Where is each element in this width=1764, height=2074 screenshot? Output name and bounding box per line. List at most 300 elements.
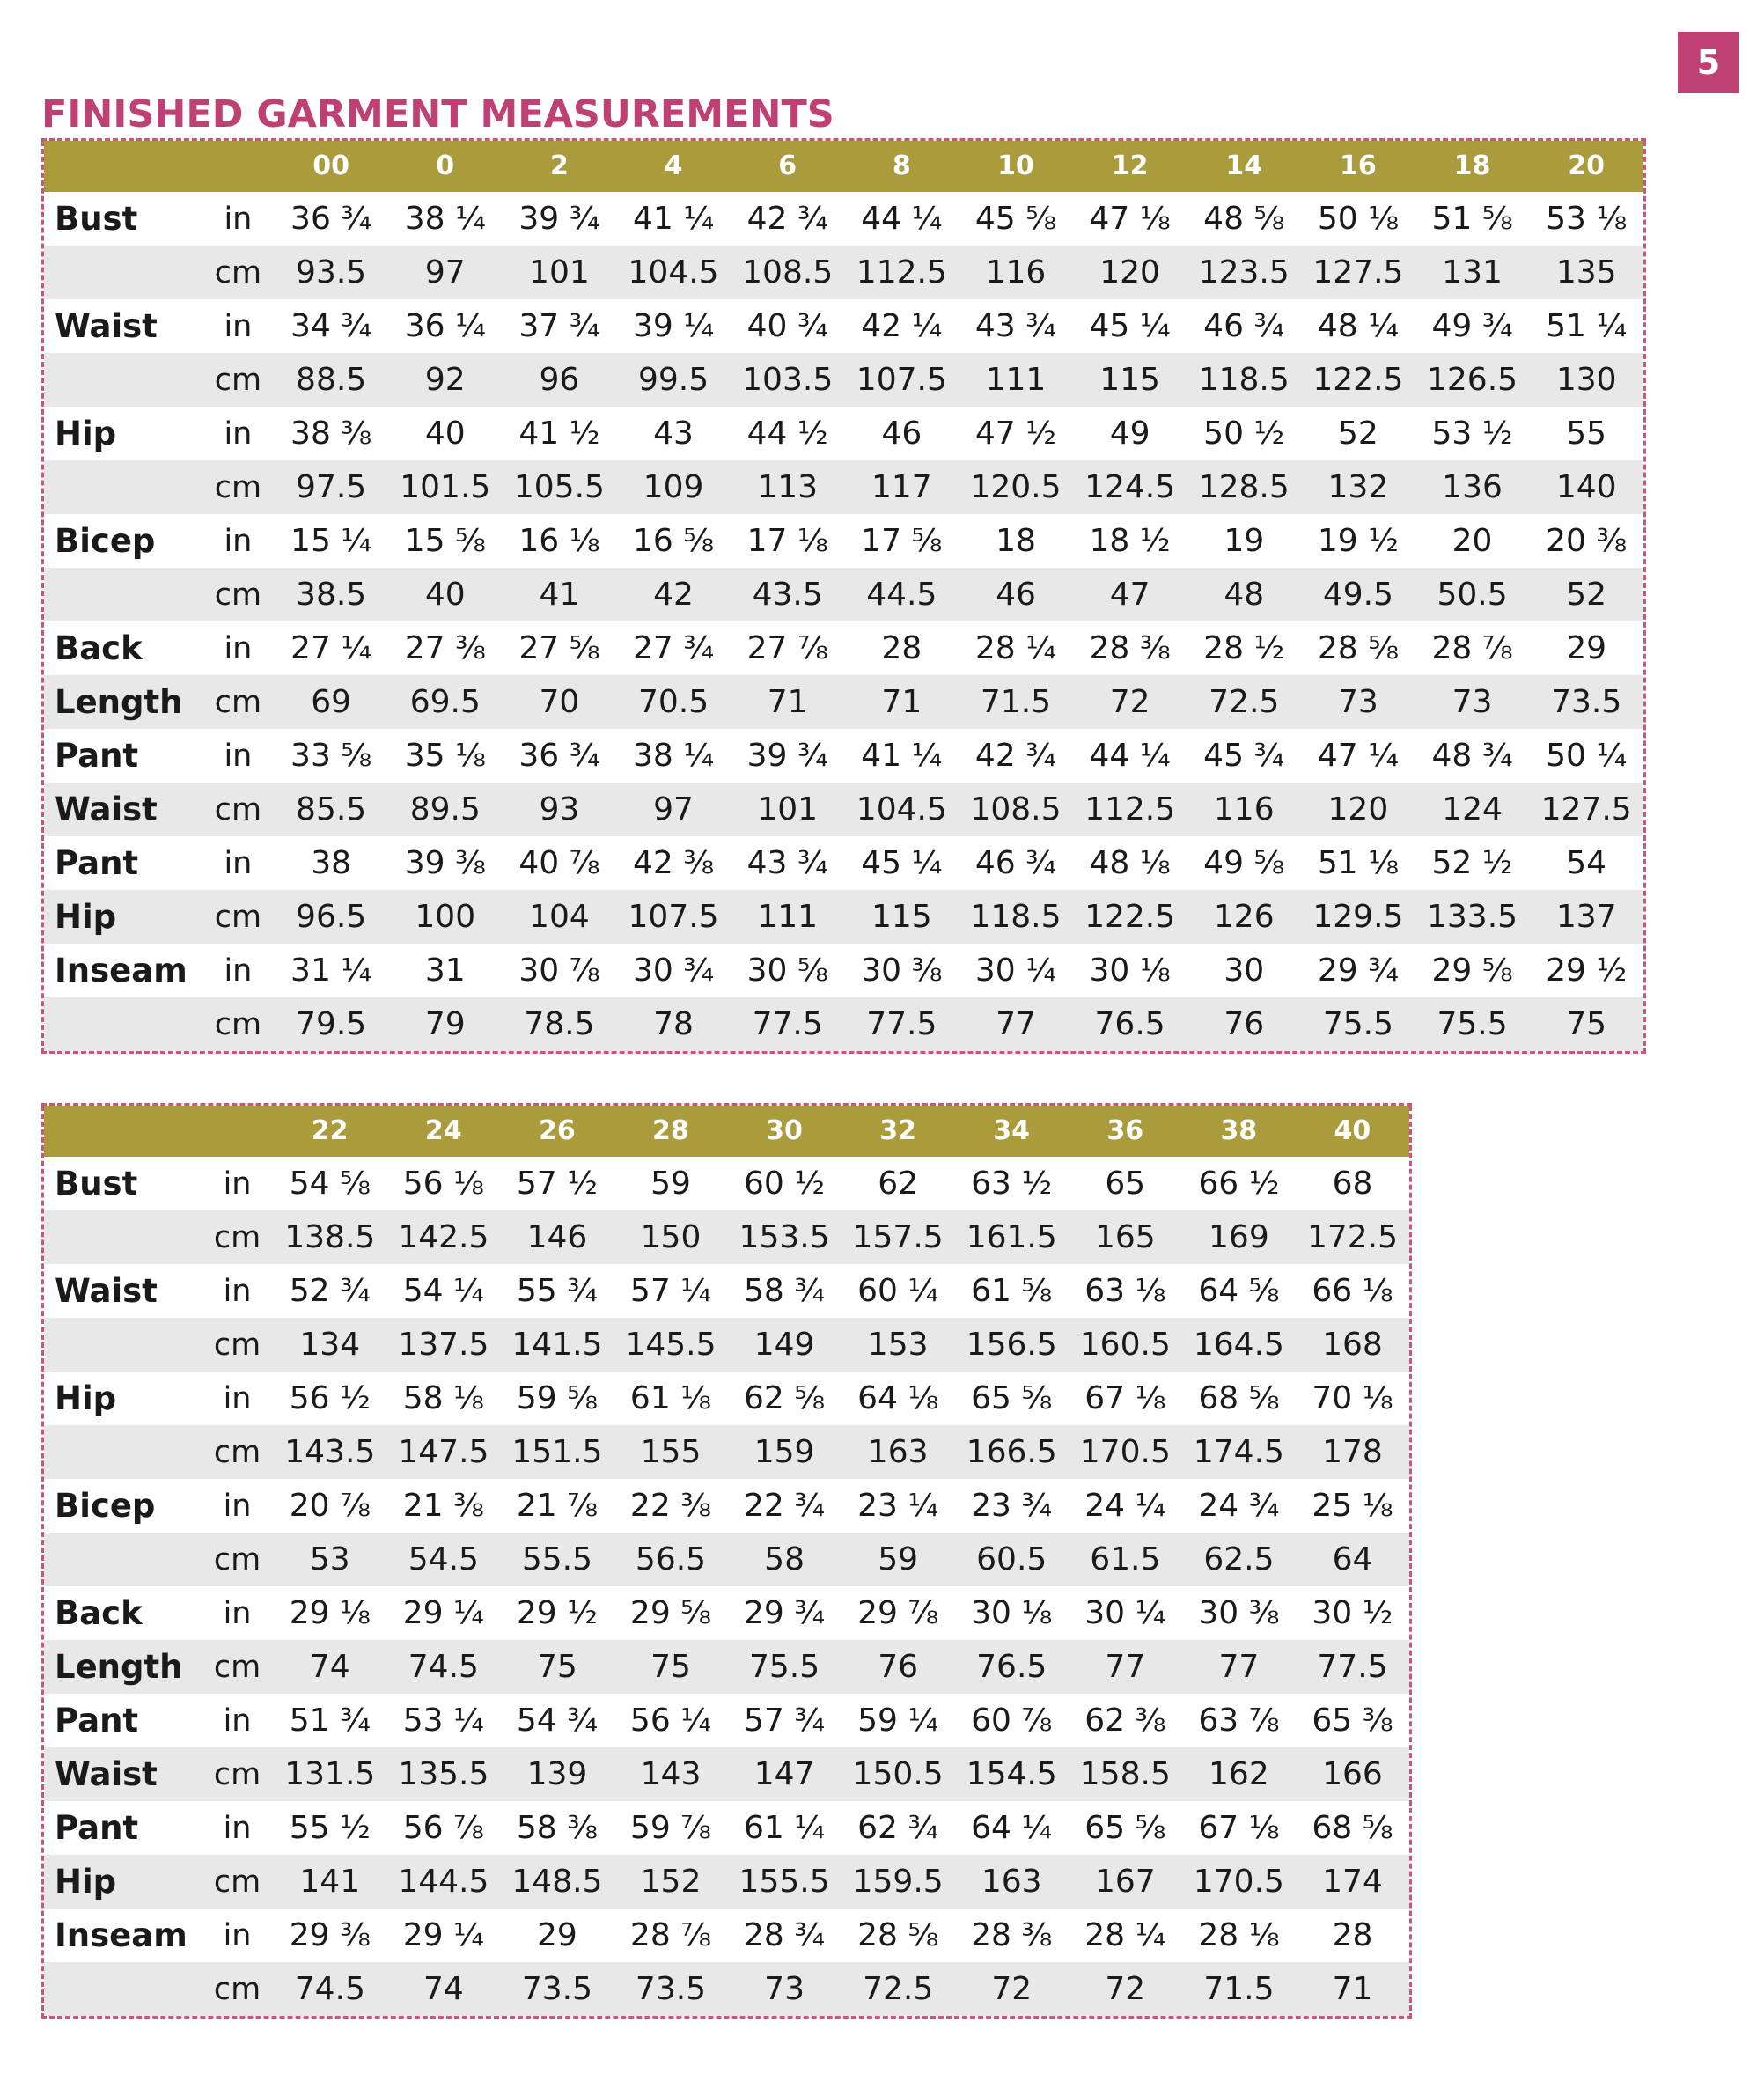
measurement-value: 65 ⅝ [1084,1810,1166,1846]
table-row [44,1372,1409,1425]
measurement-value: 40 ⅞ [518,845,600,881]
measurement-value: 120 [1099,254,1160,291]
measurement-label: Bicep [55,522,156,560]
table-row [44,1264,1409,1318]
measurement-value: 56 ⅛ [402,1166,484,1202]
measurement-value: 134 [299,1327,361,1363]
measurement-value: 85.5 [296,791,367,827]
measurement-value: 159.5 [852,1864,944,1900]
measurement-value: 71 [881,684,922,720]
measurement-value: 117 [871,469,932,505]
table-row [44,460,1643,514]
measurement-label: Hip [55,1379,117,1417]
measurement-value: 43 ¾ [974,308,1057,344]
measurement-value: 43 ¾ [746,845,828,881]
measurement-value: 93 [539,791,580,827]
measurement-value: 70.5 [637,684,709,720]
measurement-value: 139 [526,1756,588,1792]
measurement-value: 28 ⅞ [1431,630,1513,666]
measurement-value: 45 ¾ [1203,738,1285,774]
measurement-group [44,407,1643,514]
measurement-value: 73.5 [1551,684,1622,720]
size-header-cell: 6 [778,151,797,181]
measurement-value: 73 [1337,684,1378,720]
measurement-value: 58 ¾ [744,1273,826,1309]
measurement-value: 44 ¼ [861,201,943,237]
measurement-value: 38 ¼ [404,201,486,237]
size-header-cell: 18 [1453,151,1491,181]
table-row [44,1425,1409,1479]
measurement-value: 93.5 [296,254,367,291]
unit-label: cm [214,899,262,935]
measurement-value: 137.5 [398,1327,489,1363]
measurement-value: 178 [1322,1434,1383,1470]
measurement-value: 44 ¼ [1089,738,1171,774]
measurement-value: 52 [1566,577,1607,613]
measurement-value: 77 [1105,1649,1146,1685]
measurement-value: 48 ¾ [1431,738,1513,774]
measurement-value: 62 [878,1166,919,1202]
page-number-badge: 5 [1678,32,1739,93]
measurement-value: 52 ¾ [289,1273,371,1309]
measurement-value: 124.5 [1084,469,1176,505]
measurement-value: 30 ½ [1312,1595,1393,1631]
measurement-value: 63 ½ [971,1166,1053,1202]
measurement-value: 51 ¾ [289,1703,371,1739]
measurement-value: 75.5 [1322,1006,1393,1042]
measurement-value: 27 ⅝ [518,630,600,666]
measurement-value: 62 ¾ [857,1810,939,1846]
measurement-value: 96 [539,362,580,398]
measurement-value: 49 ¾ [1431,308,1513,344]
measurement-value: 75.5 [1437,1006,1508,1042]
measurement-value: 67 ⅛ [1198,1810,1280,1846]
measurement-value: 30 ¾ [632,952,715,989]
measurement-value: 127.5 [1312,254,1404,291]
measurement-group [44,1157,1409,1264]
measurement-value: 38 [311,845,352,881]
measurement-value: 60.5 [976,1541,1047,1578]
unit-label: in [224,416,253,452]
measurement-value: 166.5 [966,1434,1057,1470]
measurement-value: 56 ½ [289,1380,371,1416]
measurement-group [44,299,1643,407]
measurement-value: 136 [1442,469,1503,505]
measurement-value: 71 [1332,1971,1373,2007]
measurement-value: 153 [867,1327,929,1363]
measurement-value: 101 [529,254,590,291]
measurement-value: 41 ½ [518,416,600,452]
measurement-value: 29 [1566,630,1607,666]
measurement-label: Waist [55,1755,158,1793]
measurement-value: 48 [1224,577,1265,613]
measurement-group [44,1909,1409,2016]
size-header-cell: 30 [766,1115,803,1146]
measurement-value: 24 ¼ [1084,1488,1166,1524]
measurement-value: 116 [1213,791,1275,827]
measurement-value: 29 ¼ [402,1917,484,1953]
measurement-value: 21 ⅜ [402,1488,484,1524]
measurement-value: 43.5 [752,577,823,613]
measurement-value: 172.5 [1306,1219,1398,1255]
unit-label: in [224,952,253,989]
measurement-value: 28 ⅞ [629,1917,712,1953]
measurement-value: 30 ⅝ [746,952,828,989]
measurement-value: 158.5 [1079,1756,1171,1792]
measurement-value: 63 ⅞ [1198,1703,1280,1739]
measurement-value: 169 [1209,1219,1269,1255]
size-header-cell: 10 [997,151,1034,181]
measurement-value: 70 [539,684,580,720]
measurement-value: 141.5 [511,1327,603,1363]
unit-label: cm [214,791,262,827]
measurement-label: Bicep [55,1487,156,1525]
measurement-value: 29 ⅞ [857,1595,939,1631]
size-header-cell: 12 [1111,151,1149,181]
measurement-value: 64 ⅛ [857,1380,939,1416]
measurement-value: 47 ⅛ [1089,201,1171,237]
measurement-value: 55 ¾ [516,1273,598,1309]
measurement-value: 33 ⅝ [290,738,372,774]
measurement-value: 123.5 [1198,254,1290,291]
measurement-value: 73.5 [521,1971,592,2007]
measurement-value: 35 ⅛ [404,738,486,774]
measurement-value: 155 [640,1434,702,1470]
unit-label: cm [213,1327,261,1363]
measurement-value: 143.5 [284,1434,376,1470]
measurement-value: 73 [764,1971,805,2007]
measurement-value: 74 [309,1649,350,1685]
size-header-row [44,1106,1409,1157]
measurement-value: 165 [1094,1219,1156,1255]
measurement-value: 54 ¾ [516,1703,598,1739]
measurement-value: 51 ⅛ [1317,845,1399,881]
measurement-value: 28 ⅝ [857,1917,939,1953]
measurement-value: 101 [757,791,819,827]
measurement-value: 31 [424,952,466,989]
measurement-value: 124 [1442,791,1503,827]
measurement-value: 156.5 [966,1327,1057,1363]
size-header-cell: 00 [312,151,349,181]
unit-label: cm [213,1541,261,1578]
measurement-group [44,621,1643,729]
measurement-value: 75 [537,1649,577,1685]
measurement-value: 29 ¾ [744,1595,826,1631]
size-header-row [44,141,1643,192]
table-row [44,1855,1409,1909]
measurement-value: 19 ½ [1317,523,1399,559]
measurement-value: 25 ⅛ [1312,1488,1393,1524]
measurement-value: 62.5 [1203,1541,1275,1578]
unit-label: cm [213,1864,261,1900]
measurement-label: Pant [55,1702,139,1739]
measurement-value: 27 ¾ [632,630,715,666]
size-header-cell: 38 [1220,1115,1258,1146]
table-row [44,1210,1409,1264]
measurement-value: 42 [653,577,694,613]
measurement-value: 163 [981,1864,1042,1900]
measurement-value: 46 ¾ [974,845,1057,881]
measurement-value: 42 ¼ [861,308,943,344]
measurement-value: 42 ¾ [974,738,1057,774]
measurement-value: 159 [753,1434,815,1470]
measurement-label: Length [55,1648,183,1686]
measurement-value: 45 ¼ [1089,308,1171,344]
size-header-cell: 28 [652,1115,689,1146]
measurement-value: 96.5 [296,899,367,935]
measurement-value: 43 [653,416,694,452]
measurement-value: 153.5 [739,1219,830,1255]
table-row [44,621,1643,675]
measurement-value: 27 ¼ [290,630,372,666]
measurement-value: 48 ¼ [1317,308,1399,344]
measurement-value: 28 ⅛ [1198,1917,1280,1953]
measurement-value: 61 ⅝ [971,1273,1053,1309]
measurement-value: 51 ¼ [1546,308,1628,344]
measurement-label: Inseam [55,952,187,989]
measurement-value: 135 [1555,254,1617,291]
measurement-value: 107.5 [856,362,947,398]
unit-label: in [223,1917,252,1953]
measurement-value: 31 ¼ [290,952,372,989]
measurement-value: 48 ⅝ [1203,201,1285,237]
measurement-value: 130 [1555,362,1617,398]
measurement-value: 68 ⅝ [1198,1380,1280,1416]
measurement-value: 76.5 [1094,1006,1165,1042]
measurement-value: 54.5 [408,1541,479,1578]
measurement-value: 66 ½ [1198,1166,1280,1202]
measurement-value: 73 [1452,684,1493,720]
unit-label: cm [213,1649,261,1685]
measurement-value: 141 [299,1864,361,1900]
unit-label: in [223,1273,252,1309]
measurement-value: 59 ⅞ [629,1810,712,1846]
unit-label: in [224,308,253,344]
measurement-value: 40 [424,577,466,613]
measurement-value: 51 ⅝ [1431,201,1513,237]
size-header-cell: 2 [549,151,569,181]
measurement-value: 54 [1566,845,1607,881]
measurement-value: 167 [1094,1864,1156,1900]
measurement-value: 115 [1099,362,1160,398]
measurement-value: 126.5 [1427,362,1518,398]
unit-label: in [223,1380,252,1416]
measurement-value: 132 [1327,469,1389,505]
measurement-value: 28 ⅝ [1317,630,1399,666]
table-row [44,1801,1409,1855]
measurement-value: 70 ⅛ [1312,1380,1393,1416]
measurement-value: 29 ⅝ [629,1595,712,1631]
measurement-value: 53 [309,1541,350,1578]
measurement-value: 62 ⅝ [744,1380,826,1416]
measurement-value: 147.5 [398,1434,489,1470]
table-row [44,890,1643,944]
measurement-value: 52 ½ [1431,845,1513,881]
measurement-value: 28 ¼ [1084,1917,1166,1953]
measurement-value: 160.5 [1079,1327,1171,1363]
measurement-value: 143 [640,1756,702,1792]
measurement-value: 39 ¼ [632,308,715,344]
measurement-value: 54 ¼ [402,1273,484,1309]
measurement-value: 72 [1105,1971,1146,2007]
measurement-value: 174 [1322,1864,1383,1900]
measurement-group [44,192,1643,299]
measurement-value: 99.5 [637,362,709,398]
measurement-value: 137 [1555,899,1617,935]
measurement-value: 140 [1555,469,1617,505]
measurements-table-small-sizes [41,141,1646,1054]
measurement-value: 65 ⅝ [971,1380,1053,1416]
measurement-value: 20 [1452,523,1493,559]
measurement-value: 72 [1109,684,1150,720]
measurement-value: 72.5 [1209,684,1280,720]
measurement-value: 79 [424,1006,466,1042]
measurement-label: Pant [55,1809,139,1847]
measurement-value: 77 [1218,1649,1260,1685]
measurement-value: 148.5 [511,1864,603,1900]
measurement-value: 115 [871,899,932,935]
measurement-value: 47 ¼ [1317,738,1399,774]
size-header-cell: 8 [892,151,911,181]
measurement-value: 101.5 [400,469,491,505]
measurement-value: 170.5 [1079,1434,1171,1470]
table-row [44,1479,1409,1533]
measurement-value: 60 ⅞ [971,1703,1053,1739]
table-row [44,353,1643,407]
measurement-value: 138.5 [284,1219,376,1255]
measurement-value: 29 ½ [516,1595,598,1631]
measurement-value: 28 ⅜ [971,1917,1053,1953]
measurement-value: 112.5 [1084,791,1176,827]
unit-label: cm [214,469,262,505]
measurement-label: Waist [55,791,158,828]
measurement-value: 30 ⅛ [1089,952,1171,989]
measurement-value: 30 ⅜ [1198,1595,1280,1631]
measurement-label: Hip [55,415,117,452]
measurement-value: 57 ¼ [629,1273,712,1309]
size-header-cell: 24 [424,1115,462,1146]
measurement-value: 120.5 [970,469,1062,505]
measurement-value: 59 [878,1541,919,1578]
measurement-value: 59 [650,1166,691,1202]
measurement-value: 97.5 [296,469,367,505]
size-header-cell: 32 [879,1115,916,1146]
measurement-label: Bust [55,1165,138,1202]
measurement-value: 36 ¾ [518,738,600,774]
measurement-value: 23 ¼ [857,1488,939,1524]
measurement-value: 79.5 [296,1006,367,1042]
measurement-value: 47 [1109,577,1150,613]
measurement-value: 50 ½ [1203,416,1285,452]
size-header-cell: 14 [1225,151,1263,181]
measurement-value: 41 ¼ [632,201,715,237]
measurement-value: 112.5 [856,254,947,291]
measurement-value: 39 ⅜ [404,845,486,881]
measurement-value: 75 [650,1649,691,1685]
measurement-value: 168 [1322,1327,1383,1363]
measurement-value: 56 ⅞ [402,1810,484,1846]
measurement-value: 75 [1566,1006,1607,1042]
table-row [44,192,1643,246]
measurement-value: 89.5 [409,791,481,827]
measurement-group [44,514,1643,621]
measurement-value: 30 ⅜ [861,952,943,989]
measurement-label: Bust [55,200,138,238]
table-row [44,1318,1409,1372]
unit-label: cm [214,577,262,613]
measurement-value: 77.5 [866,1006,937,1042]
measurement-value: 45 ⅝ [974,201,1057,237]
measurement-value: 66 ⅛ [1312,1273,1393,1309]
measurement-value: 65 [1105,1166,1146,1202]
measurement-value: 61 ⅛ [629,1380,712,1416]
measurement-value: 50 ¼ [1546,738,1628,774]
measurement-value: 18 [996,523,1036,559]
measurement-value: 29 ⅝ [1431,952,1513,989]
measurement-value: 64 ⅝ [1198,1273,1280,1309]
measurement-value: 64 ¼ [971,1810,1053,1846]
measurement-group [44,1694,1409,1801]
measurement-value: 19 [1224,523,1265,559]
measurement-value: 16 ⅛ [518,523,600,559]
measurement-value: 73.5 [635,1971,707,2007]
measurement-value: 150.5 [852,1756,944,1792]
measurement-value: 44 ½ [746,416,828,452]
measurement-value: 118.5 [1198,362,1290,398]
measurement-value: 39 ¾ [518,201,600,237]
measurement-value: 58 ⅜ [516,1810,598,1846]
measurement-value: 97 [424,254,466,291]
size-header-cell: 20 [1568,151,1606,181]
measurement-value: 113 [757,469,819,505]
measurement-group [44,1264,1409,1372]
measurement-value: 30 ⅞ [518,952,600,989]
measurement-value: 71.5 [1203,1971,1275,2007]
measurement-value: 60 ½ [744,1166,826,1202]
measurement-value: 131.5 [284,1756,376,1792]
measurement-value: 52 [1337,416,1378,452]
measurement-value: 104.5 [628,254,719,291]
measurement-value: 129.5 [1312,899,1404,935]
measurement-group [44,836,1643,944]
table-row [44,1962,1409,2016]
unit-label: in [223,1166,252,1202]
measurement-value: 122.5 [1084,899,1176,935]
measurement-value: 15 ¼ [290,523,372,559]
measurement-value: 27 ⅜ [404,630,486,666]
measurement-value: 122.5 [1312,362,1404,398]
table-row [44,783,1643,836]
measurement-value: 155.5 [739,1864,830,1900]
measurement-value: 57 ½ [516,1166,598,1202]
measurement-value: 67 ⅛ [1084,1380,1166,1416]
unit-label: cm [214,254,262,291]
measurement-value: 18 ½ [1089,523,1171,559]
measurement-value: 28 [1332,1917,1373,1953]
table-row [44,1909,1409,1962]
table-row [44,836,1643,890]
measurement-value: 22 ¾ [744,1488,826,1524]
unit-label: cm [214,1006,262,1042]
measurement-label: Waist [55,307,158,345]
table-row [44,729,1643,783]
measurement-value: 23 ¾ [971,1488,1053,1524]
page-title: FINISHED GARMENT MEASUREMENTS [41,92,834,136]
measurement-value: 30 ¼ [974,952,1057,989]
measurement-value: 151.5 [511,1434,603,1470]
measurement-value: 72.5 [863,1971,934,2007]
measurement-label: Hip [55,898,117,936]
